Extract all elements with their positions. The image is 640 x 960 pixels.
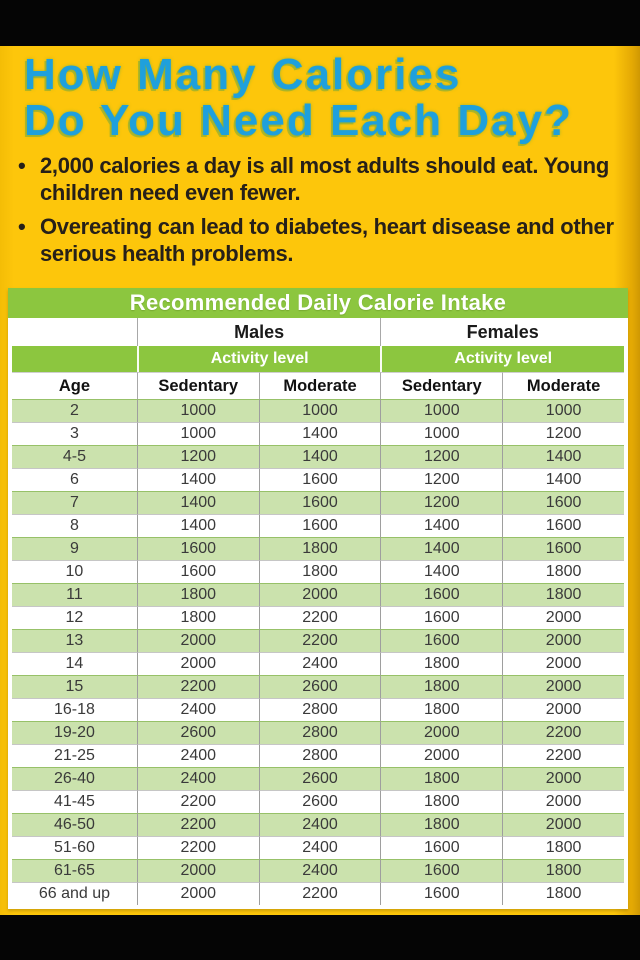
value-cell: 2000 [137,859,259,882]
table-row [12,698,624,721]
value-cell: 2400 [137,698,259,721]
value-cell: 1200 [380,491,502,514]
value-cell: 2000 [502,652,624,675]
value-cell: 1600 [502,537,624,560]
letterbox-top [0,0,640,46]
value-cell: 2200 [502,744,624,767]
age-cell: 12 [12,606,137,629]
age-cell: 15 [12,675,137,698]
letterbox-bottom [0,915,640,960]
value-cell: 1600 [380,583,502,606]
page-title [0,52,640,144]
value-cell: 2200 [137,790,259,813]
value-cell: 2000 [259,583,381,606]
value-cell: 1400 [259,445,381,468]
value-cell: 2600 [259,790,381,813]
value-cell: 2800 [259,698,381,721]
value-cell: 2000 [502,813,624,836]
table-row [12,790,624,813]
value-cell: 2600 [259,675,381,698]
value-cell: 2200 [259,882,381,905]
table-row [12,491,624,514]
table-title: Recommended Daily Calorie Intake [8,288,628,318]
value-cell: 2400 [259,652,381,675]
value-cell: 1400 [502,445,624,468]
value-cell: 2600 [137,721,259,744]
value-cell: 1800 [380,813,502,836]
table-row [12,399,624,422]
age-cell: 11 [12,583,137,606]
value-cell: 1000 [380,422,502,445]
value-cell: 1200 [380,468,502,491]
value-cell: 1000 [137,422,259,445]
age-cell: 10 [12,560,137,583]
value-cell: 1600 [259,468,381,491]
table-row [12,652,624,675]
age-cell: 26-40 [12,767,137,790]
age-cell: 2 [12,399,137,422]
value-cell: 1800 [502,882,624,905]
value-cell: 2000 [502,767,624,790]
age-cell: 46-50 [12,813,137,836]
age-cell: 66 and up [12,882,137,905]
empty-activity-cell [12,346,137,372]
value-cell: 2000 [380,721,502,744]
value-cell: 2600 [259,767,381,790]
page-background [0,46,640,915]
value-cell: 1400 [502,468,624,491]
value-cell: 1600 [380,882,502,905]
age-cell: 9 [12,537,137,560]
table-row [12,882,624,905]
column-header-row [12,372,624,399]
column-header-males-moderate: Moderate [259,372,381,399]
value-cell: 2200 [137,813,259,836]
column-header-females-sedentary: Sedentary [380,372,502,399]
activity-level-label-females: Activity level [380,346,624,372]
bullet-text: Overeating can lead to diabetes, heart disease and other serious health problems. [40,214,614,266]
value-cell: 1800 [259,560,381,583]
table-row [12,583,624,606]
value-cell: 2200 [259,629,381,652]
column-header-males-sedentary: Sedentary [137,372,259,399]
table-body [12,399,624,905]
value-cell: 1800 [380,790,502,813]
value-cell: 1800 [380,698,502,721]
value-cell: 2000 [137,652,259,675]
table-row [12,514,624,537]
age-cell: 21-25 [12,744,137,767]
age-cell: 13 [12,629,137,652]
bullet-item [18,213,614,267]
age-cell: 61-65 [12,859,137,882]
table-row [12,537,624,560]
value-cell: 2000 [502,790,624,813]
group-header-females: Females [380,318,624,346]
value-cell: 1800 [380,652,502,675]
value-cell: 1000 [137,399,259,422]
activity-level-label-males: Activity level [137,346,381,372]
value-cell: 2400 [259,813,381,836]
value-cell: 2000 [502,606,624,629]
age-cell: 8 [12,514,137,537]
bullet-item [18,152,614,206]
value-cell: 1400 [137,468,259,491]
value-cell: 1400 [380,560,502,583]
value-cell: 1600 [380,629,502,652]
bullet-text: 2,000 calories a day is all most adults should eat. Young children need even fewer. [40,153,609,205]
column-header-age: Age [12,372,137,399]
value-cell: 1000 [380,399,502,422]
value-cell: 1600 [380,859,502,882]
page-title-line-1: How Many Calories [24,50,462,99]
bullet-marker: • [18,153,26,178]
table-row [12,767,624,790]
table-row [12,468,624,491]
value-cell: 1600 [502,514,624,537]
calorie-table-grid [12,318,624,905]
age-cell: 14 [12,652,137,675]
value-cell: 1600 [137,560,259,583]
age-cell: 16-18 [12,698,137,721]
group-header-males: Males [137,318,381,346]
table-row [12,744,624,767]
value-cell: 2800 [259,744,381,767]
value-cell: 2000 [502,698,624,721]
value-cell: 2000 [502,629,624,652]
value-cell: 1000 [502,399,624,422]
column-header-females-moderate: Moderate [502,372,624,399]
value-cell: 2200 [502,721,624,744]
value-cell: 2400 [259,836,381,859]
bullet-marker: • [18,214,26,239]
table-row [12,606,624,629]
value-cell: 1400 [380,514,502,537]
table-row [12,836,624,859]
activity-level-row [12,346,624,372]
bullet-list [0,152,640,267]
age-cell: 41-45 [12,790,137,813]
value-cell: 1800 [137,583,259,606]
value-cell: 1800 [502,859,624,882]
value-cell: 1800 [502,836,624,859]
value-cell: 1200 [502,422,624,445]
value-cell: 2800 [259,721,381,744]
value-cell: 1400 [259,422,381,445]
table-row [12,721,624,744]
table-row [12,445,624,468]
empty-corner-cell [12,318,137,346]
value-cell: 2000 [137,629,259,652]
value-cell: 2400 [137,744,259,767]
value-cell: 1200 [380,445,502,468]
value-cell: 1800 [502,560,624,583]
sex-header-row [12,318,624,346]
value-cell: 1600 [137,537,259,560]
value-cell: 1800 [380,675,502,698]
value-cell: 1200 [137,445,259,468]
value-cell: 2000 [502,675,624,698]
calorie-table [8,288,628,909]
value-cell: 1400 [137,491,259,514]
value-cell: 2400 [137,767,259,790]
table-row [12,675,624,698]
value-cell: 1000 [259,399,381,422]
table-row [12,422,624,445]
value-cell: 2000 [137,882,259,905]
table-row [12,560,624,583]
value-cell: 1600 [380,836,502,859]
table-row [12,629,624,652]
value-cell: 1400 [137,514,259,537]
age-cell: 4-5 [12,445,137,468]
value-cell: 1600 [259,491,381,514]
value-cell: 2000 [380,744,502,767]
age-cell: 3 [12,422,137,445]
value-cell: 2400 [259,859,381,882]
page-title-line-2: Do You Need Each Day? [24,96,573,145]
value-cell: 1800 [502,583,624,606]
value-cell: 1800 [380,767,502,790]
table-row [12,813,624,836]
age-cell: 19-20 [12,721,137,744]
age-cell: 7 [12,491,137,514]
value-cell: 2200 [137,675,259,698]
value-cell: 1800 [259,537,381,560]
value-cell: 1600 [380,606,502,629]
age-cell: 6 [12,468,137,491]
value-cell: 1400 [380,537,502,560]
table-row [12,859,624,882]
value-cell: 1600 [502,491,624,514]
value-cell: 2200 [259,606,381,629]
age-cell: 51-60 [12,836,137,859]
value-cell: 1800 [137,606,259,629]
value-cell: 2200 [137,836,259,859]
value-cell: 1600 [259,514,381,537]
